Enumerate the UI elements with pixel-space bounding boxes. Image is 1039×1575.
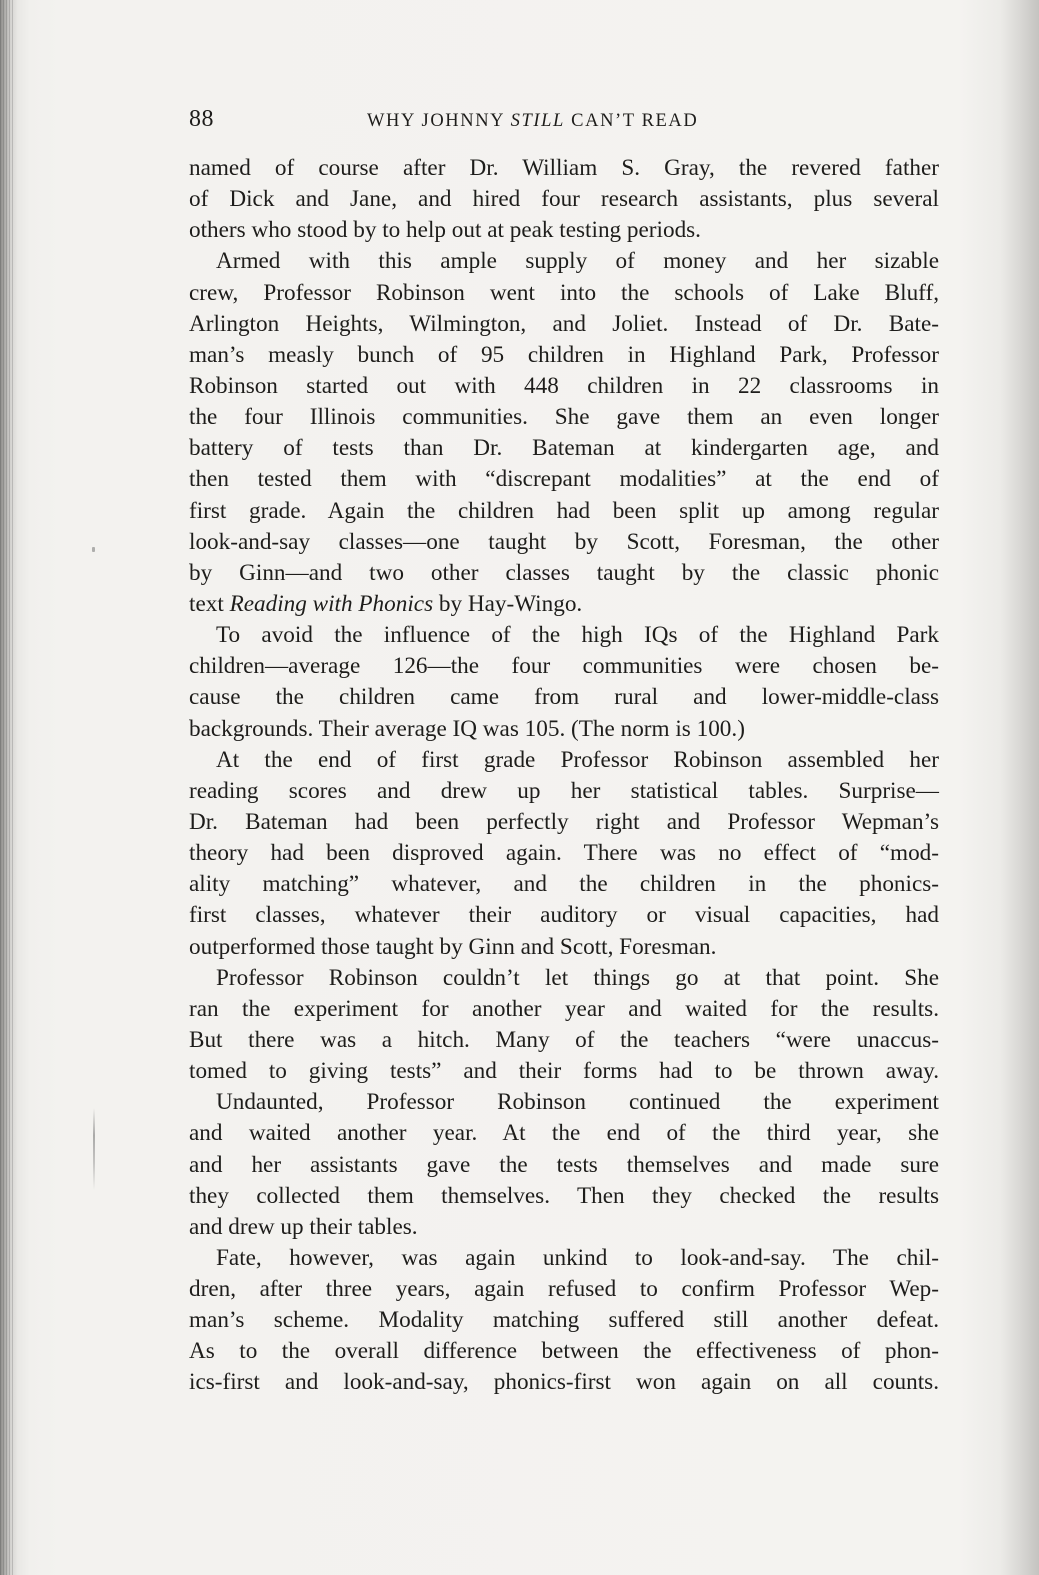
text-line [189,589,939,620]
text-line: and her assistants gave the tests themselves and made sure [189,1151,939,1178]
text-line: To avoid the influence of the high IQs of the Highland Park [216,622,939,649]
text-line: and drew up their tables. [189,1213,418,1240]
margin-pencil-dot [92,547,95,552]
text-line: then tested them with “discrepant modalities” at the end of [189,466,939,493]
text-line: tomed to giving tests” and their forms had to be thrown away. [189,1058,939,1085]
text-line: battery of tests than Dr. Bateman at kindergarten age, and [189,435,939,462]
text-line: of Dick and Jane, and hired four research assistants, plus several [189,186,939,213]
page-edge-stack [0,0,14,1575]
text-line: At the end of first grade Professor Robinson assembled her [216,746,939,773]
book-title-italic: Reading with Phonics [229,590,434,617]
text-line: first classes, whatever their auditory or visual capacities, had [189,902,939,929]
text-line: But there was a hitch. Many of the teachers “were unaccus- [189,1026,939,1053]
text-line: Robinson started out with 448 children in 22 classrooms in [189,372,939,399]
text-line: look-and-say classes—one taught by Scott, Foresman, the other [189,528,939,555]
running-title-prefix: WHY JOHNNY [367,111,511,131]
text-line: man’s scheme. Modality matching suffered still another defeat. [189,1307,939,1334]
text-line: they collected them themselves. Then they checked the results [189,1182,939,1209]
text-line: crew, Professor Robinson went into the schools of Lake Bluff, [189,279,939,306]
text-line: outperformed those taught by Ginn and Scott, Foresman. [189,933,717,960]
text-line: Dr. Bateman had been perfectly right and Professor Wepman’s [189,808,939,835]
text-line: by Ginn—and two other classes taught by the classic phonic [189,559,939,586]
text-line: Undaunted, Professor Robinson continued the experiment [216,1089,939,1116]
text-line-end: by Hay-Wingo. [433,590,583,617]
text-line: Arlington Heights, Wilmington, and Joliet. Instead of Dr. Bate- [189,310,939,337]
text-line: ran the experiment for another year and waited for the results. [189,995,939,1022]
text-line: ality matching” whatever, and the children in the phonics- [189,871,939,898]
text-line: first grade. Again the children had been split up among regular [189,497,939,524]
body-text [189,153,939,1399]
text-line: named of course after Dr. William S. Gray, the revered father [189,155,939,181]
text-line: children—average 126—the four communities were chosen be- [189,653,939,680]
text-line: others who stood by to help out at peak testing periods. [189,217,701,244]
text-line-start: text [189,590,230,617]
running-title-emphasis: STILL [510,111,565,131]
running-title-suffix: CAN’T READ [564,111,699,131]
text-line: cause the children came from rural and lower-middle-class [189,684,939,711]
margin-pencil-mark [93,1108,95,1190]
text-line: Armed with this ample supply of money and her sizable [216,248,939,275]
text-line: backgrounds. Their average IQ was 105. (The norm is 100.) [189,715,745,742]
text-line: and waited another year. At the end of the third year, she [189,1120,939,1147]
text-line: reading scores and drew up her statistical tables. Surprise— [189,777,939,804]
text-line: As to the overall difference between the effectiveness of phon- [189,1338,939,1365]
text-line: dren, after three years, again refused to confirm Professor Wep- [189,1276,939,1303]
text-line: man’s measly bunch of 95 children in Highland Park, Professor [189,341,939,368]
running-title [367,105,698,137]
text-line: the four Illinois communities. She gave them an even longer [189,404,939,431]
page-number: 88 [189,106,214,132]
text-line: ics-first and look-and-say, phonics-first won again on all counts. [189,1369,939,1396]
text-line: Professor Robinson couldn’t let things go at that point. She [216,964,939,991]
running-head [189,103,941,135]
text-line: Fate, however, was again unkind to look-and-say. The chil- [216,1244,939,1271]
text-line: theory had been disproved again. There was no effect of “mod- [189,840,939,867]
